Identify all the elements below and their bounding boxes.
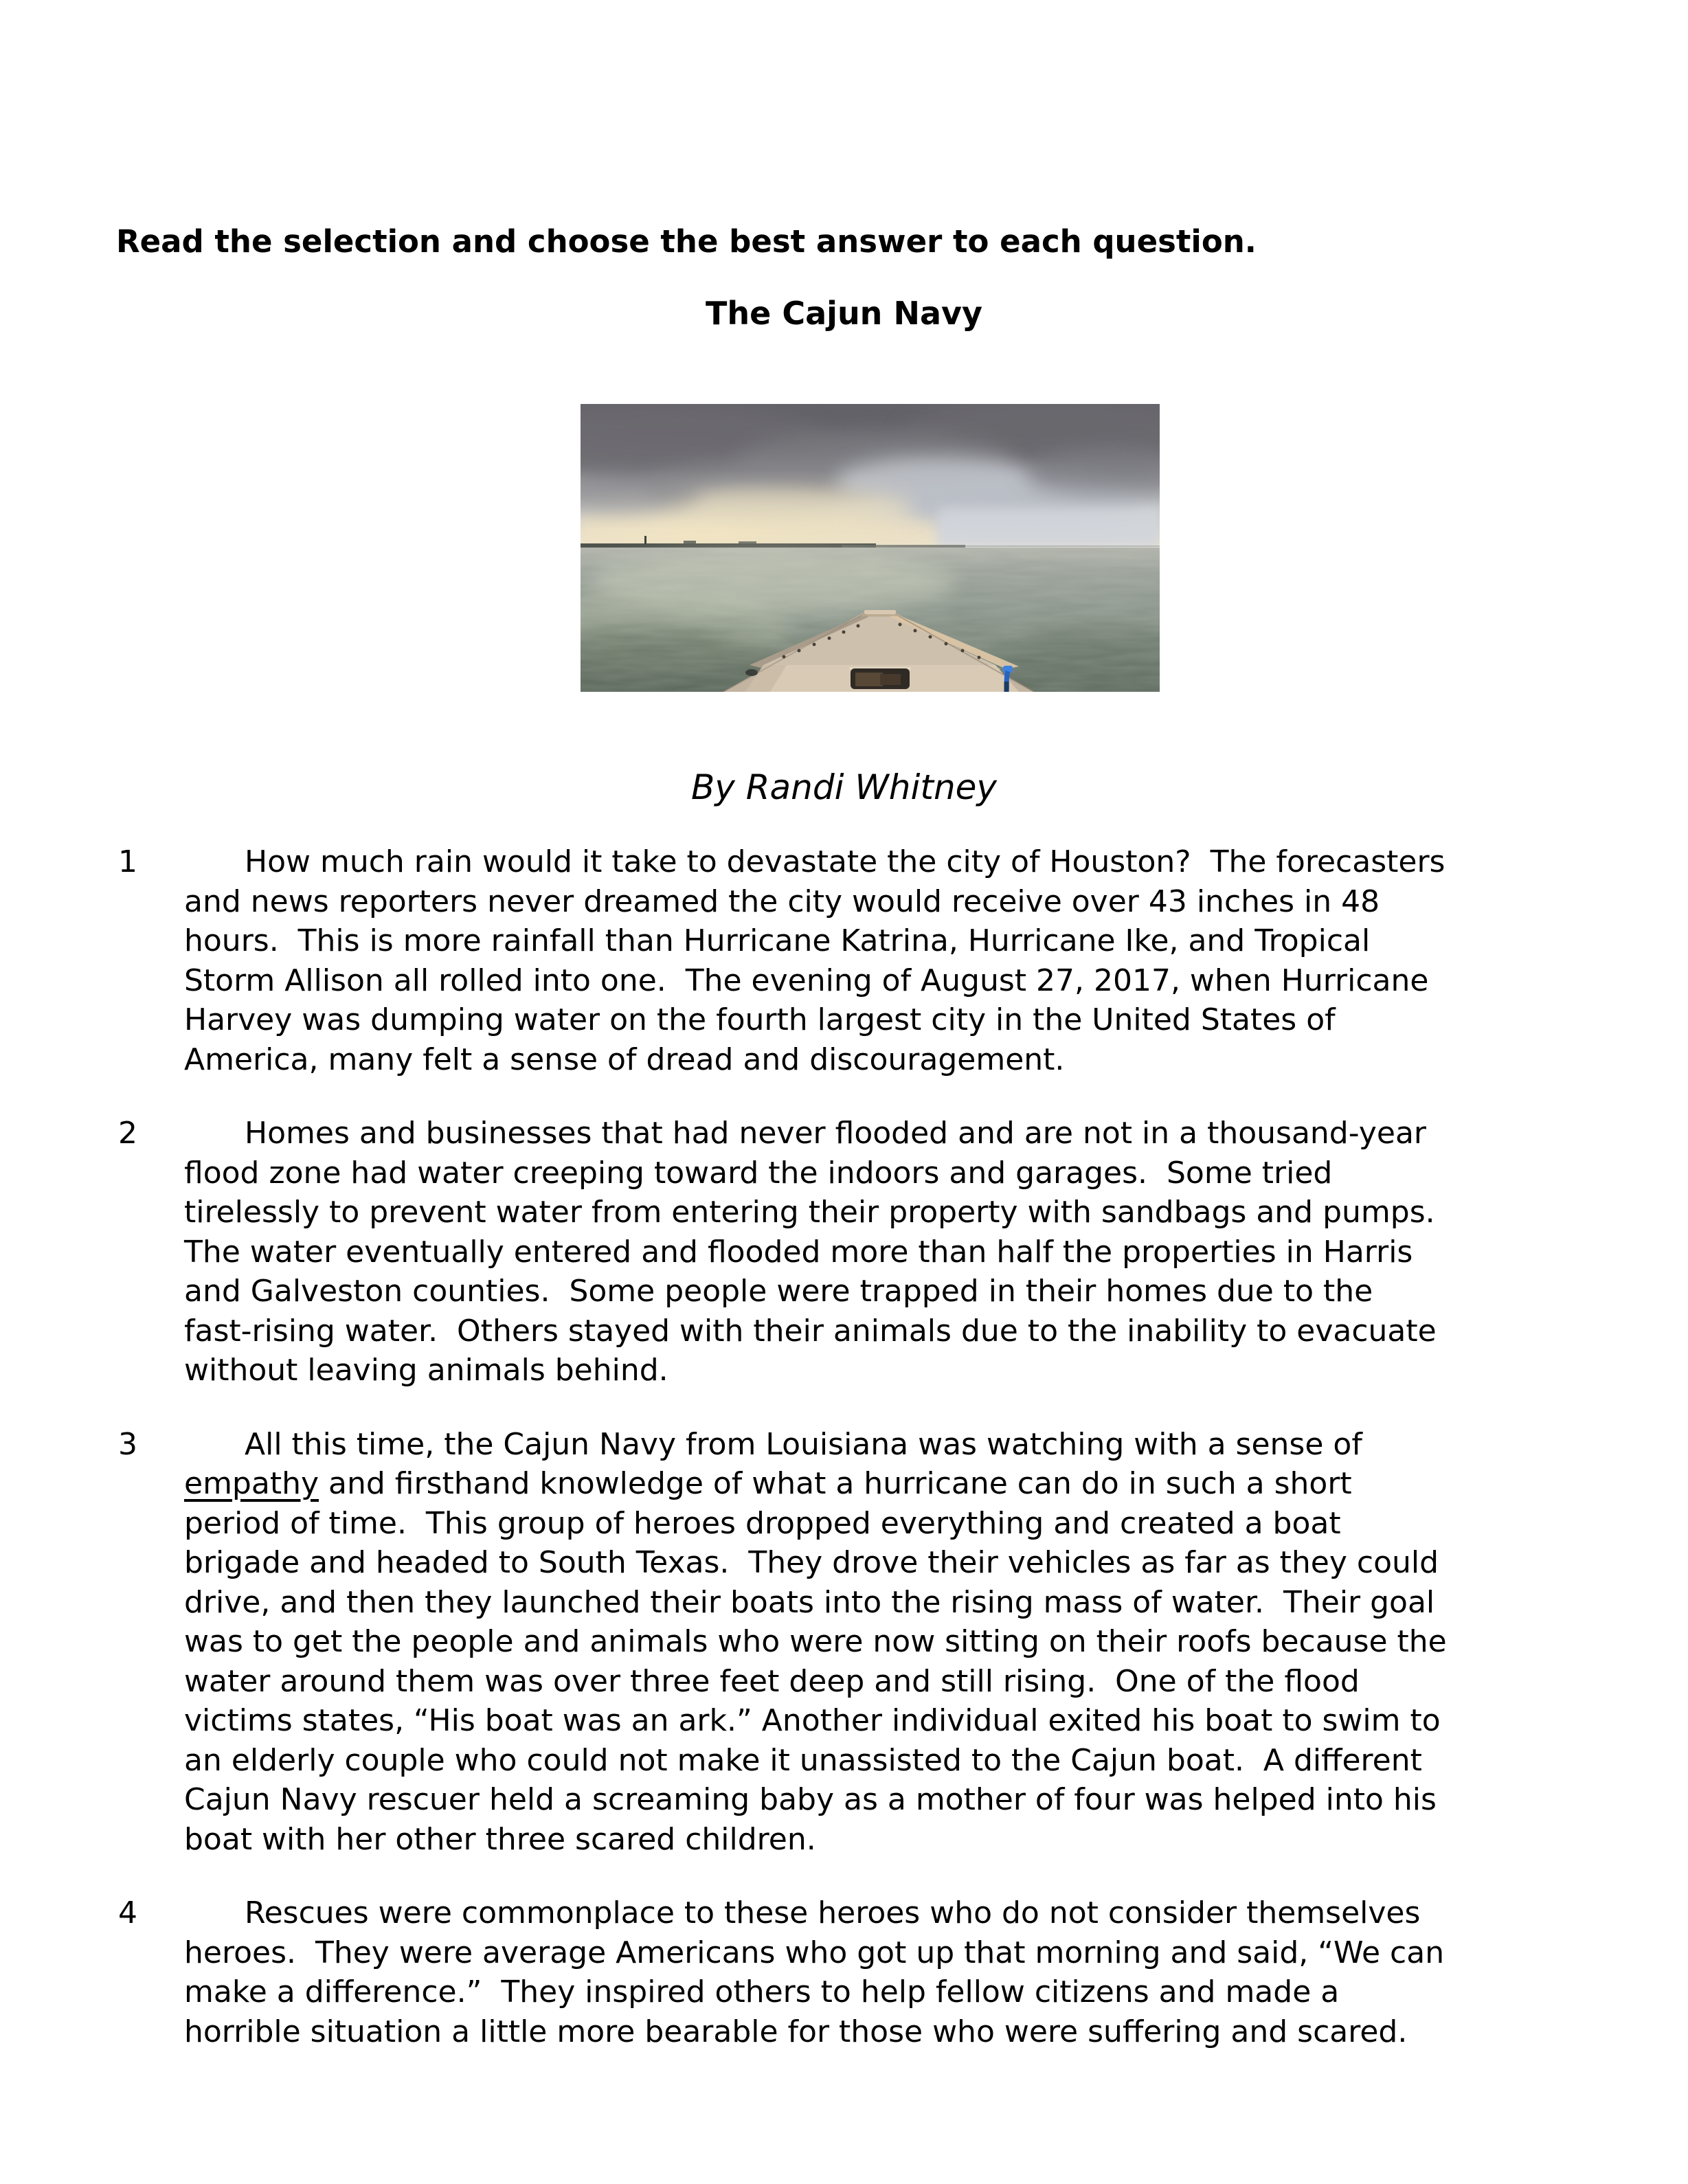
passage-paragraphs — [0, 842, 1688, 2086]
passage-line: Rescues were commonplace to these heroes who do not consider themselves — [245, 1895, 1421, 1930]
paragraph-lines — [184, 1425, 1688, 1860]
passage-line: Harvey was dumping water on the fourth largest city in the United States of — [184, 1002, 1336, 1037]
passage-line: without leaving animals behind. — [184, 1353, 668, 1388]
passage-line: Cajun Navy rescuer held a screaming baby as a mother of four was helped into his — [184, 1782, 1437, 1817]
paragraph-number: 1 — [118, 844, 137, 879]
paragraph-lines — [184, 1114, 1688, 1391]
passage-paragraph — [0, 1893, 1688, 2051]
passage-line: hours. This is more rainfall than Hurricane Katrina, Hurricane Ike, and Tropical — [184, 923, 1371, 958]
passage-line: Homes and businesses that had never flooded and are not in a thousand-year — [245, 1116, 1426, 1151]
passage-line: an elderly couple who could not make it unassisted to the Cajun boat. A different — [184, 1742, 1422, 1778]
paragraph-number: 4 — [118, 1895, 137, 1930]
passage-line: How much rain would it take to devastate the city of Houston? The forecasters — [245, 844, 1445, 879]
passage-paragraph — [0, 1114, 1688, 1391]
passage-line: heroes. They were average Americans who got up that morning and said, “We can — [184, 1935, 1445, 1970]
passage-line: empathy and firsthand knowledge of what a hurricane can do in such a short — [184, 1466, 1352, 1501]
passage-line: horrible situation a little more bearable for those who were suffering and scared. — [184, 2014, 1408, 2049]
passage-photo — [581, 404, 1160, 692]
paragraph-lines — [184, 842, 1688, 1079]
passage-line: America, many felt a sense of dread and discouragement. — [184, 1042, 1065, 1077]
passage-line: period of time. This group of heroes dropped everything and created a boat — [184, 1505, 1341, 1541]
passage-line: water around them was over three feet deep and still rising. One of the flood — [184, 1663, 1360, 1699]
instruction-text: Read the selection and choose the best answer to each question. — [116, 223, 1257, 260]
passage-title: The Cajun Navy — [706, 295, 982, 332]
passage-line: and news reporters never dreamed the city would receive over 43 inches in 48 — [184, 883, 1380, 919]
passage-line: All this time, the Cajun Navy from Louisiana was watching with a sense of — [245, 1426, 1362, 1462]
paragraph-number: 2 — [118, 1116, 137, 1151]
passage-line: The water eventually entered and flooded more than half the properties in Harris — [184, 1234, 1413, 1270]
paragraph-number: 3 — [118, 1426, 137, 1462]
passage-line: flood zone had water creeping toward the indoors and garages. Some tried — [184, 1155, 1333, 1191]
author-byline: By Randi Whitney — [690, 767, 998, 807]
passage-paragraph — [0, 1425, 1688, 1860]
passage-line: victims states, “His boat was an ark.” Another individual exited his boat to swim to — [184, 1703, 1441, 1738]
passage-line: brigade and headed to South Texas. They drove their vehicles as far as they could — [184, 1545, 1439, 1580]
passage-line: make a difference.” They inspired others to help fellow citizens and made a — [184, 1974, 1340, 2009]
passage-paragraph — [0, 842, 1688, 1079]
boat-on-water-illustration — [581, 404, 1160, 692]
passage-line: tirelessly to prevent water from entering their property with sandbags and pumps. — [184, 1195, 1435, 1230]
passage-line: fast-rising water. Others stayed with their animals due to the inability to evacuate — [184, 1313, 1437, 1349]
passage-line: was to get the people and animals who were now sitting on their roofs because the — [184, 1624, 1447, 1659]
passage-line: and Galveston counties. Some people were trapped in their homes due to the — [184, 1274, 1373, 1309]
passage-line: boat with her other three scared children. — [184, 1821, 816, 1857]
underlined-vocabulary-word: empathy — [184, 1466, 319, 1501]
paragraph-lines — [184, 1893, 1688, 2051]
passage-line: Storm Allison all rolled into one. The evening of August 27, 2017, when Hurricane — [184, 962, 1429, 998]
passage-line: drive, and then they launched their boats into the rising mass of water. Their goal — [184, 1584, 1435, 1620]
